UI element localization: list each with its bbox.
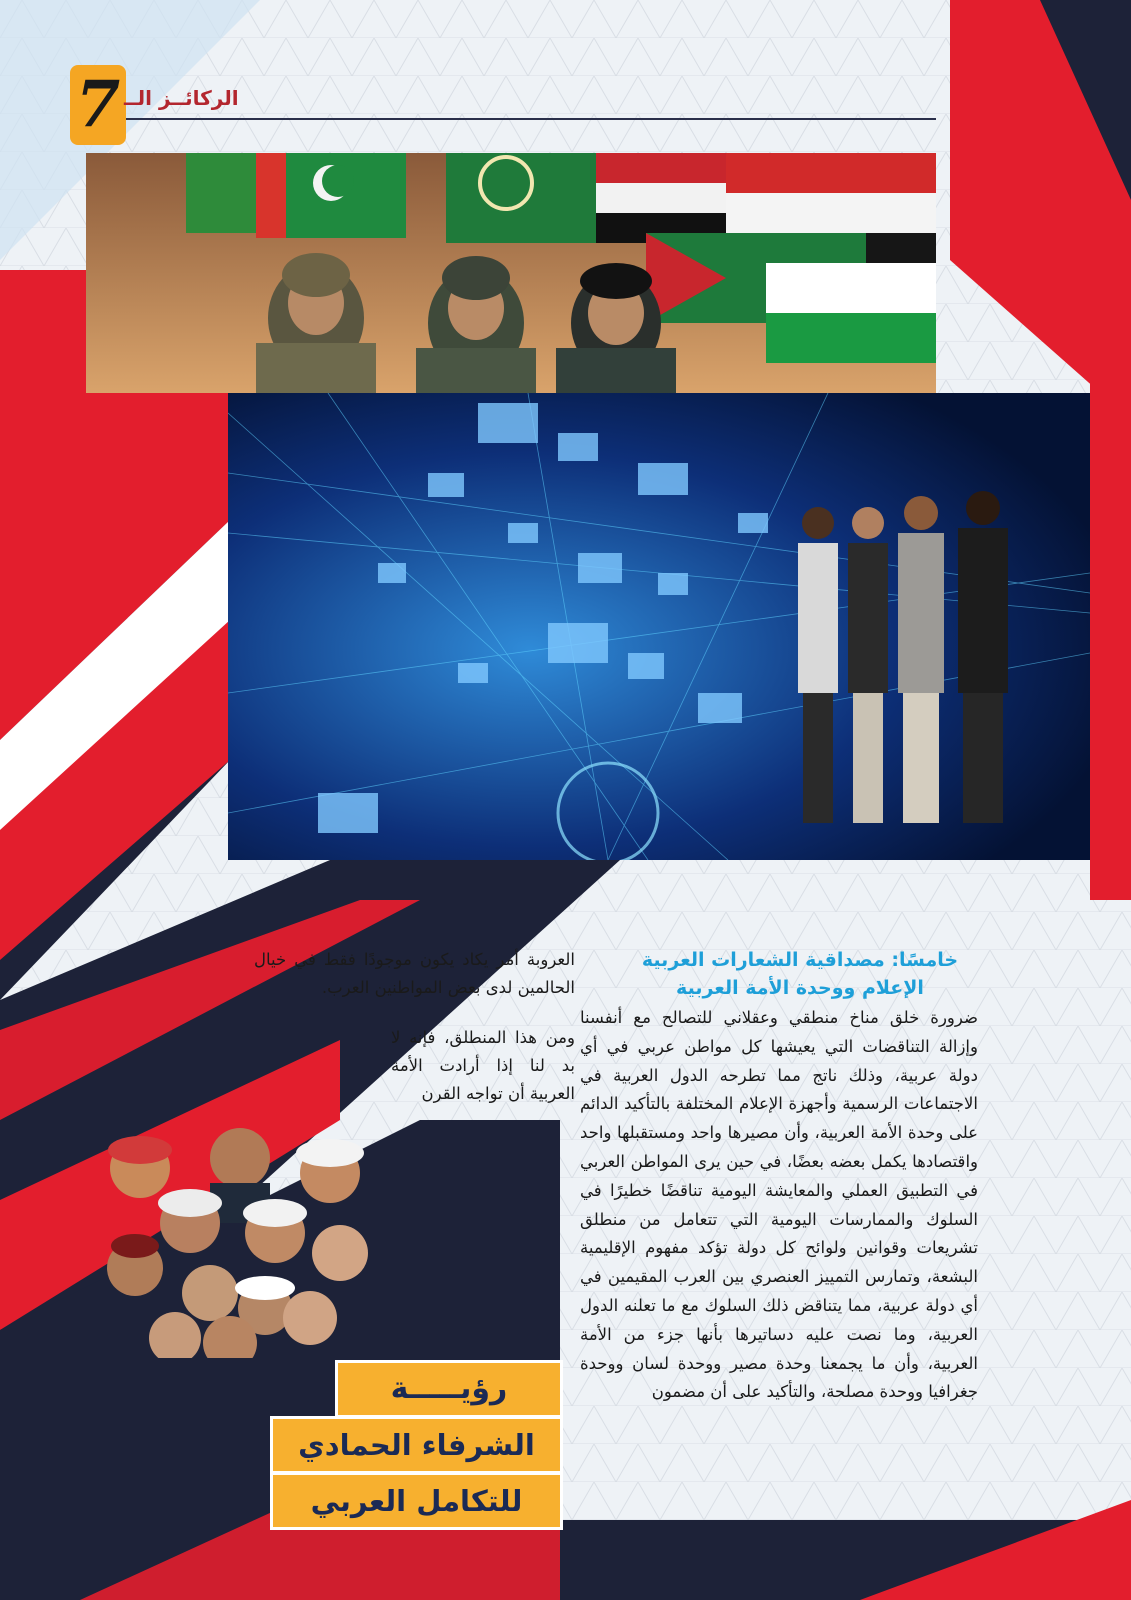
left-paragraph-1: العروبة أمر يكاد يكون موجودًا فقط في خيال الحالمين لدى بعض المواطنين العرب. xyxy=(254,950,575,997)
promo-box-1: رؤيـــــة xyxy=(335,1360,563,1418)
article-heading xyxy=(600,946,1000,1002)
heading-line-2: الإعلام ووحدة الأمة العربية xyxy=(676,977,924,999)
article-right-column xyxy=(580,1004,978,1407)
promo-box-3: للتكامل العربي xyxy=(270,1472,563,1530)
media-wall-image xyxy=(228,393,1090,860)
header-rule xyxy=(126,118,936,120)
heading-line-1: خامسًا: مصداقية الشعارات العربية xyxy=(641,949,959,971)
section-title: الركائــز الــ xyxy=(124,86,239,110)
promo-box-2: الشرفاء الحمادي xyxy=(270,1416,563,1474)
leaders-collage-image xyxy=(100,1128,370,1358)
left-paragraph-2: ومن هذا المنطلق، فإنه لا بد لنا إذا أرادت الأمة العربية أن تواجه القرن xyxy=(391,1028,575,1103)
right-column-text: ضرورة خلق مناخ منطقي وعقلاني للتصالح مع أنفسنا وإزالة التناقضات التي يعيشها كل مواطن عربي في أي دولة عربية، وذلك ناتج مما تطرحه الدول العربية في الاجتماعات الرسمية وأجهزة الإعلام المختلفة بالتأكيد الدائم على وحدة الأمة العربية، وأن مصيرها واحد ومستقبلها واحد واقتصادها يكمل بعضه بعضًا، في حين يرى المواطن العربي في التطبيق العملي والمعايشة اليومية تناقضًا خطيرًا في السلوك والممارسات اليومية التي تتعامل من منطلق تشريعات وقوانين ولوائح كل دولة تؤكد مفهوم الإقليمية البشعة، وتمارس التمييز العنصري بين العرب المقيمين في أي دولة عربية، مما يتناقض ذلك السلوك مع ما تعلنه الدول العربية، وما نصت عليه دساتيرها بأنها جزء من الأمة العربية، وأن ما يجمعنا وحدة مصير ووحدة لسان ووحدة جغرافيا ووحدة مصلحة، والتأكيد على أن مضمون xyxy=(580,1008,978,1402)
soldiers-flags-image xyxy=(86,153,936,393)
page-number: 7 xyxy=(70,65,126,145)
article-left-column xyxy=(254,946,575,1130)
